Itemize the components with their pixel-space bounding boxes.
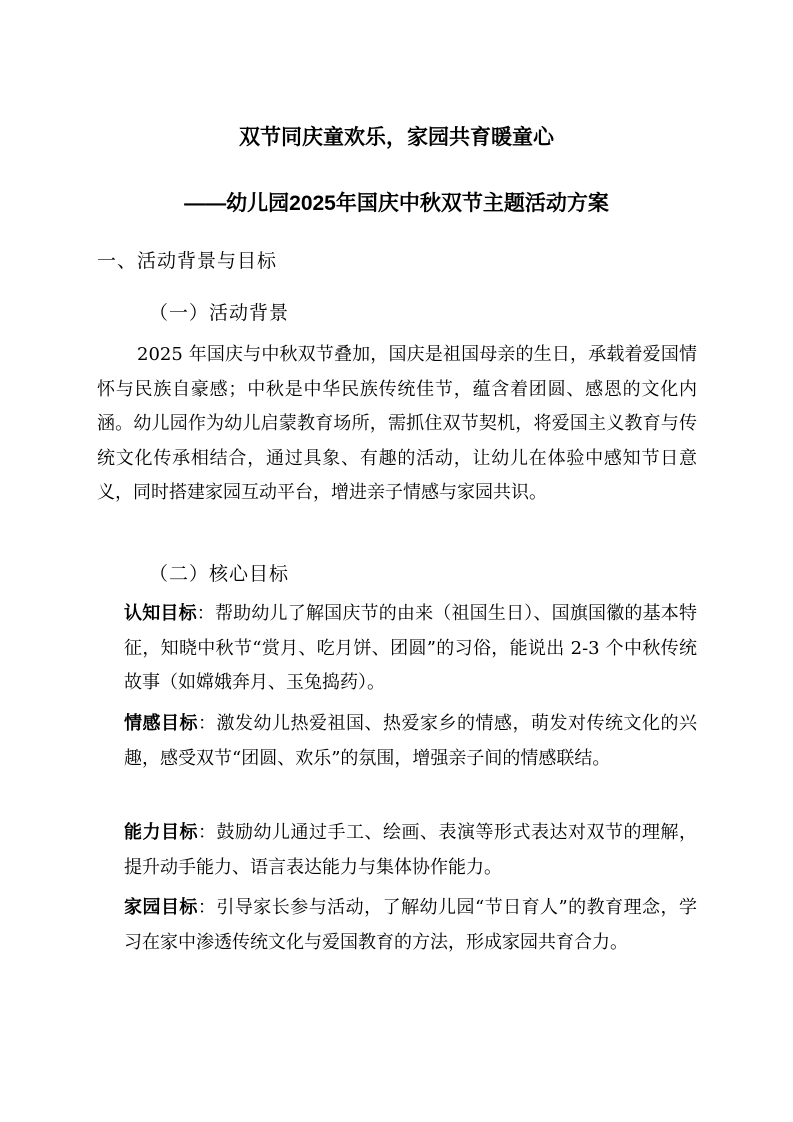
section-heading-background-goals: 一、活动背景与目标 (97, 250, 278, 272)
document-title: 双节同庆童欢乐，家园共育暖童心 (239, 126, 554, 149)
goal-label: 能力目标 (124, 822, 198, 843)
goal-item-ability (124, 816, 697, 885)
goal-text: ：鼓励幼儿通过手工、绘画、表演等形式表达对双节的理解，提升动手能力、语言表达能力与集体协作能力。 (124, 822, 697, 878)
background-paragraph: 2025 年国庆与中秋双节叠加，国庆是祖国母亲的生日，承载着爱国情怀与民族自豪感；中秋是中华民族传统佳节，蕴含着团圆、感恩的文化内涵。幼儿园作为幼儿启蒙教育场所，需抓住双节契机，将爱国主义教育与传统文化传承相结合，通过具象、有趣的活动，让幼儿在体验中感知节日意义，同时搭建家园互动平台，增进亲子情感与家园共识。 (97, 344, 697, 504)
goal-label: 认知目标 (124, 603, 197, 624)
subheading-core-goals: （二）核心目标 (149, 563, 290, 585)
goal-item-home-school (124, 891, 697, 960)
goal-text: ：帮助幼儿了解国庆节的由来（祖国生日）、国旗国徽的基本特征，知晓中秋节“赏月、吃月饼、团圆”的习俗，能说出 2-3 个中秋传统故事（如嫦娥奔月、玉兔捣药）。 (124, 603, 698, 694)
goal-item-emotional (124, 707, 697, 776)
goal-label: 家园目标 (124, 897, 198, 918)
subheading-activity-background: （一）活动背景 (149, 302, 290, 324)
goal-text: ：引导家长参与活动，了解幼儿园“节日育人”的教育理念，学习在家中渗透传统文化与爱国教育的方法，形成家园共育合力。 (124, 897, 698, 953)
goal-item-cognitive (124, 597, 697, 701)
goal-label: 情感目标 (124, 713, 198, 734)
document-subtitle: ——幼儿园2025年国庆中秋双节主题活动方案 (184, 192, 609, 215)
goal-text: ：激发幼儿热爱祖国、热爱家乡的情感，萌发对传统文化的兴趣，感受双节“团圆、欢乐”的氛围，增强亲子间的情感联结。 (124, 713, 697, 769)
